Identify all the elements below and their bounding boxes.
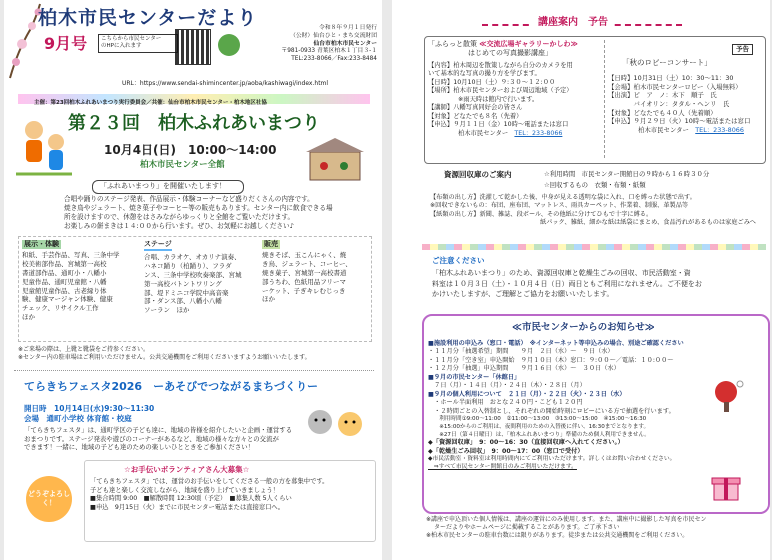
terakoya-title: てらきちフェスタ2026 ーあそびでつながるまちづくりー [24, 380, 318, 393]
recycle-title: 資源回収庫のご案内 [444, 170, 512, 179]
footer-notes: ※講座で申込頂いた個人情報は、講座の運営にのみ使用します。また、講座中に撮影した写真を市民セン ターだよりやホームページに掲載することがあります。ご了承下さい ※柏木市民センターの駐車台数には限りがあります。徒歩または公共交通機関をご利用ください。 [426, 516, 707, 540]
notice-title: ご注意ください [432, 256, 485, 265]
lecture-photo-walk: 「ふらっと散策 ≪交流広場ギャラリーかしわ≫ はじめての写真撮影講座」 【内容】柏木周辺を散策しながら自分のカメラを用 いて基本的な写真の撮り方を学びます。 【日時】10月10日（土）９:３０〜１２:００ 【場所】柏木市民センターおよび周辺地域（予定） ※雨天時は館内で行います。 【講師】八幡写真同好会の皆さん 【対象】どなたでも８名（先着） 【申込】９月１１日（金）10時〜電話または窓口 柏木市民センター TEL：233-8066 [428, 40, 578, 137]
publisher-info: 令和８年９月１日発行 （公財）仙台ひと・まち交流財団 仙台市柏木市民センター 〒981-0933 青葉区柏木１丁目３-１ TEL:233-8066／Fax:233-8484 [281, 25, 377, 63]
newsletter-title: 柏木市民センターだより [38, 7, 258, 29]
festival-notes: ※ご来場の際は、上靴と靴袋をご持参ください。 ※センター内の駐車場はご利用いただけません。公共交通機関をご利用くださいますようお願いいたします。 [18, 346, 311, 362]
volunteer-body: 「てらきちフェスタ」では、運営のお手伝いをしてくださる一般の方を募集中です。 子ども達と楽しく交流しながら、地域を盛り上げていきましょう！ ■集合時間 9:00 ■解散時間 12:30頃（予定） ■募集人数 5人くらい ■申込 9月15日（火）までに市民センター電話または直接窓口へ。 [90, 478, 329, 511]
col-exhibits: 展示・体験 和紙、手芸作品、写真、三条中学 校美術部作品、宮城第一高校 書道部作品、通町小・八幡小 児童作品、通町児童館・八幡 児童館児童作品、古老縁り体 験、健康マージャン体験、健康 チェック、リサイクル工作 ほか [22, 240, 120, 321]
newsletter-page-right: 講座案内 予告 「ふらっと散策 ≪交流広場ギャラリーかしわ≫ はじめての写真撮影講座」 【内容】柏木周辺を散策しながら自分のカメラを用 いて基本的な写真の撮り方を学びます。 【日時】10月10日（土）９:３０〜１２:００ 【場所】柏木市民センターおよび周辺地域（予定） ※雨天時は館内で行います。 【講師】八幡写真同好会の皆さん 【対象】どなたでも８名（先着） 【申込】９月１１日（金）10時〜電話または窓口 柏木市民センター TEL：233-8066 予告 「秋のロビーコンサート」 【日時】10月31日（土）10：30〜11：30 【会場】柏木市民センターロビー（入場無料） 【出演】ピ ア ノ：木下 順子 氏 バイオリン：タタル・ヘンリ 氏 【対象】どなたでも４０人（先着順） 【申込】９月２９日（火）10時〜電話または窓口 柏木市民センター TEL：233-8066 資源回収庫のご案内 ☆利用時間 市民センター開館日の９時から１６時３０分 ☆回収するもの 衣類・布類・紙類 【布類の出し方】洗濯して乾かした後、中身が見える透明な袋に入れ、口を縛った状態で出す。 ※回収できないもの：布団、座布団、マットレス、雨具カーペット、作業着、制服、革製品等 【紙類の出し方】新聞、雑誌、段ボール、その他紙に分けてひもで十字に縛る。 紙パック、雑紙、細かな紙は紙袋にまとめ、食品汚れがあるものは家庭ごみへ ご注意ください 「柏木ふれあいまつり」のため、資源回収庫と乾燥生ごみの回収、市民活動室・資 料室は１０月３日（土）・１０月４日（日）両日ともご利用になれません。ご不便をお かけいたしますが、ご理解とご協力をお願いいたします。 ≪市民センターからのお知らせ≫ ■施設利用の申込み（窓口・電話） ※インターネット等申込みの場合、別途ご確認ください ・１１月分「抽選希望」期間 ９月 ２日（水）〜 ９日（水） ・１１月分「空き室」申込開始 ９月１０日（木）窓口：９:００〜／電話：１０:００〜 ・１２月分「抽選」申込期間 ９月１６日（水）〜 ３０日（水） ■９月の市民センター「休館日」 ７日（月）・１４日（月）・２４日（木）・２８日（月） ■９月の個人利用について ２１日（月）・２２日（火）・２３日（水） ・ホール半面利用 おとな２４０円・こども１２０円 ・２時間ごとの入替制とし、それぞれの開始時刻にロビーにいる方で抽選を行います。 利用時間①9:00〜11:00 ②11:00〜13:00 ③13:00〜15:00 ④15:00〜16:30 ※15:00からのご利用は、夜間利用のための入替後に伴い、16:30までとなります。 ※27日（第４日曜日）は、「柏木ふれあいまつり」準備のため個人利用できません。 ◆「資源回収庫」 9：00〜16：30（直接回収庫へ入れてください。） ◆「乾燥生ごみ回収」 9：00〜17：00（窓口で受付） ◆市民活動室・資料室は利用時間内にてご利用いただけます。詳しくはお問い合わせください。 ⇒すべて市民センター開館日のみご利用いただけます。 ※講座で申込頂いた個人情報は、講座の運営にのみ使用します。また、講座中に撮影した写真を市民セン ターだよりやホームページに掲載することがあります。ご了承下さい ※柏木市民センターの駐車台数には限りがあります。徒歩または公共交通機関をご利用ください。 [392, 0, 770, 560]
recycle-rules: 【布類の出し方】洗濯して乾かした後、中身が見える透明な袋に入れ、口を縛った状態で出す。 ※回収できないもの：布団、座布団、マットレス、雨具カーペット、作業着、制服、革製品等 【紙類の出し方】新聞、雑誌、段ボール、その他紙に分けてひもで十字に縛る。 紙パック、雑紙、細かな紙は紙袋にまとめ、食品汚れがあるものは家庭ごみへ [430, 194, 756, 227]
ping-pong-icon [710, 378, 746, 414]
festival-date: 10月4日(日) 10:00〜14:00 [104, 143, 277, 157]
terakoya-venue: 会場 通町小学校 体育館・校庭 [24, 414, 132, 423]
terakoya-date: 開日時 10月14日(水)9:30〜11:30 [24, 404, 155, 413]
info-title: ≪市民センターからのお知らせ≫ [512, 322, 655, 333]
gift-box-icon [710, 470, 742, 502]
festival-venue: 柏木市民センター全館 [140, 160, 225, 170]
lecture-header: 講座案内 予告 [532, 16, 614, 30]
col-sales: 販売 焼きそば、玉こんにゃく、焼 き鳥、ジェラート、コーヒー、 焼き菓子、宮城第一高校書道 部うちわ、色紙用品フリーマ ーケット、子ぎキレむじっき ほか [262, 240, 352, 304]
newsletter-page-left [4, 0, 382, 560]
qr-code-icon[interactable] [176, 30, 210, 64]
lecture-concert: 「秋のロビーコンサート」 【日時】10月31日（土）10：30〜11：30 【会場】柏木市民センターロビー（入場無料） 【出演】ピ ア ノ：木下 順子 氏 バイオリン：タタル・ヘンリ 氏 【対象】どなたでも４０人（先着順） 【申込】９月２９日（火）10時〜電話または窓口 柏木市民センター TEL：233-8066 [608, 58, 751, 134]
festival-lead: 「ふれあいまつり」を開催いたします！ [100, 182, 226, 190]
qr-note-box: こちらから市民センター のHPに入れます [98, 34, 178, 53]
info-rows: ■施設利用の申込み（窓口・電話） ※インターネット等申込みの場合、別途ご確認ください ・１１月分「抽選希望」期間 ９月 ２日（水）〜 ９日（水） ・１１月分「空き室」申込開始 ９月１０日（木）窓口：９:００〜／電話：１０:００〜 ・１２月分「抽選」申込期間 ９月１６日（水）〜 ３０日（水） ■９月の市民センター「休館日」 ７日（月）・１４日（月）・２４日（木）・２８日（月） ■９月の個人利用について ２１日（月）・２２日（火）・２３日（水） ・ホール半面利用 おとな２４０円・こども１２０円 ・２時間ごとの入替制とし、それぞれの開始時刻にロビーにいる方で抽選を行います。 利用時間①9:00〜11:00 ②11:00〜13:00 ③13:00〜15:00 ④15:00〜16:30 ※15:00からのご利用は、夜間利用のための入替後に伴い、16:30までとなります。 ※27日（第４日曜日）は、「柏木ふれあいまつり」準備のため個人利用できません。 ◆「資源回収庫」 9：00〜16：30（直接回収庫へ入れてください。） ◆「乾燥生ごみ回収」 9：00〜17：00（窓口で受付） ◆市民活動室・資料室は利用時間内にてご利用いただけます。詳しくはお問い合わせください。 ⇒すべて市民センター開館日のみご利用いただけます。 [428, 340, 684, 471]
lecture2-tel-link[interactable]: TEL：233-8066 [695, 125, 744, 134]
food-stall-illustration [304, 134, 366, 184]
city-logo-icon [218, 34, 240, 56]
terakoya-body: 「てらきちフェスタ」は、通町学区の子ども達に、地域の皆様を紹介したいと企画・運営する おまつりです。ステージ発表や遊びのコーナーがあるなど、地域の様々な方々との交流が できます！一緒に、地域の子ども達のための楽しいひとときをご参加ください！ [24, 426, 293, 452]
festival-title: 第２３回 柏木ふれあいまつり [68, 113, 320, 134]
festival-sponsor: 主催：第23回柏木ふれあいまつり実行委員会／共催：仙台市柏木市民センター・柏木地区社協 [34, 100, 267, 106]
notice-body: 「柏木ふれあいまつり」のため、資源回収庫と乾燥生ごみの回収、市民活動室・資 料室は１０月３日（土）・１０月４日（日）両日ともご利用になれません。ご不便をお かけいたしますが、ご理解とご協力をお願いいたします。 [432, 269, 702, 298]
festival-people-illustration [14, 112, 74, 182]
preview-badge: 予告 [732, 44, 753, 55]
website-url[interactable]: URL：https://www.sendai-shimincenter.jp/aoba/kashiwagi/index.html [122, 80, 329, 87]
lecture1-tel-link[interactable]: TEL：233-8066 [514, 129, 563, 137]
volunteer-title: ☆お手伝いボランティアさん大募集☆ [124, 465, 250, 474]
issue-month: 9月号 [44, 34, 88, 53]
cartoon-animals-illustration [302, 400, 372, 446]
divider-decoration [422, 244, 766, 250]
festival-body: 合唱や踊りのステージ発表、作品展示・体験コーナーなど盛りだくさんの内容です。 焼き鳥やジェラート、焼き菓子やコーヒー等の販売もあります。センター内に飲食できる場 所を設けますので、休憩をはさみながらゆっくりと全館をご覧いただけます。 お楽しみの餅まきは１４:００から行います。ぜひ、お気軽にお越しください♪ [64, 195, 333, 230]
mascot-badge: どうぞよろしく！ [26, 476, 72, 522]
col-stage: ステージ 合唱、カラオケ、オカリナ演奏、 ハネコ踊り（柏踊り）、フラダ ンス、三条中学校吹奏楽部、宮城 第一高校バトントワリング 部、堤ドミニコ学院中高音楽 部・ダンス部、八幡小八幡 ソーラン ほか [144, 240, 242, 315]
